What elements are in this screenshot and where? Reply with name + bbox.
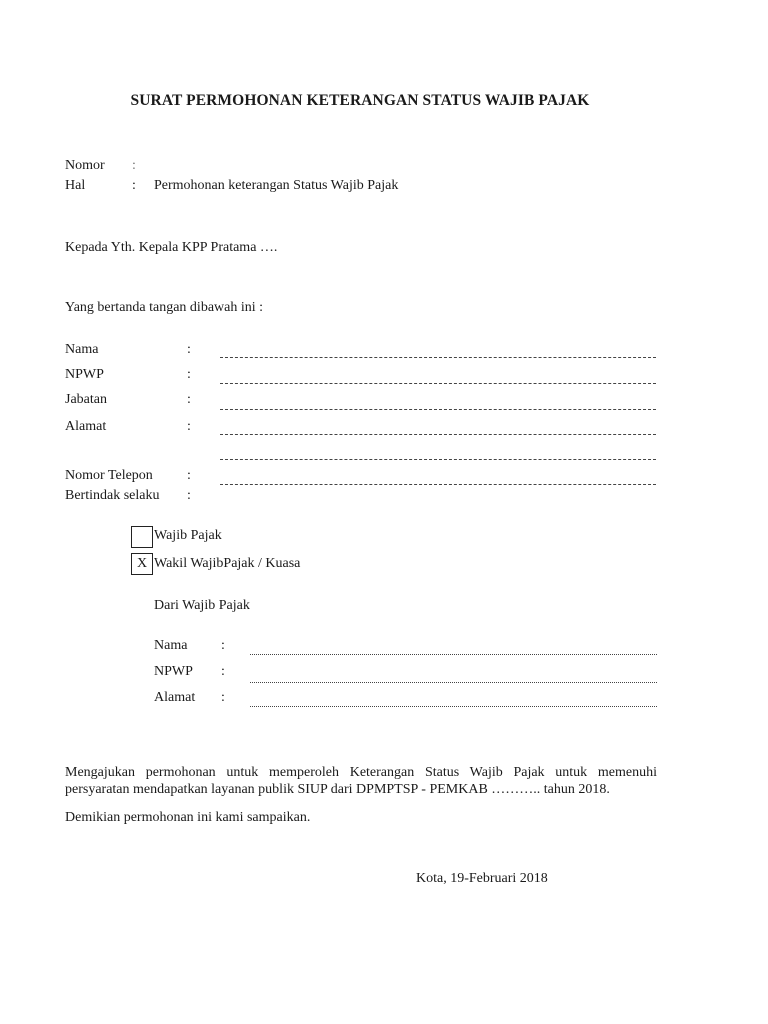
hal-colon: : — [132, 178, 136, 193]
field-line-alamat-1 — [220, 434, 656, 435]
field-line-jabatan — [220, 409, 656, 410]
dari-label-alamat: Alamat — [154, 690, 196, 705]
closing-text: Demikian permohonan ini kami sampaikan. — [65, 810, 311, 825]
nomor-label: Nomor — [65, 158, 105, 173]
nomor-colon: : — [132, 158, 136, 173]
body-line-2: persyaratan mendapatkan layanan publik SIUP dari DPMPTSP - PEMKAB ……….. tahun 2018. — [65, 782, 610, 797]
field-label-bertindak: Bertindak selaku — [65, 488, 160, 503]
field-label-alamat: Alamat — [65, 419, 107, 434]
field-colon: : — [187, 367, 191, 382]
dari-line-npwp — [250, 682, 657, 683]
dari-line-nama — [250, 654, 657, 655]
field-line-telepon — [220, 484, 656, 485]
dari-line-alamat — [250, 706, 657, 707]
field-line-nama — [220, 357, 656, 358]
dari-heading: Dari Wajib Pajak — [154, 598, 250, 613]
document-title: SURAT PERMOHONAN KETERANGAN STATUS WAJIB PAJAK — [130, 92, 590, 109]
field-label-jabatan: Jabatan — [65, 392, 107, 407]
recipient: Kepada Yth. Kepala KPP Pratama …. — [65, 240, 278, 255]
checkbox-wakil-wajib-pajak[interactable]: X — [131, 553, 153, 575]
field-colon: : — [187, 488, 191, 503]
field-colon: : — [187, 468, 191, 483]
field-colon: : — [187, 392, 191, 407]
hal-label: Hal — [65, 178, 86, 193]
option-label-wajib-pajak: Wajib Pajak — [154, 528, 222, 543]
field-label-nama: Nama — [65, 342, 99, 357]
field-colon: : — [187, 342, 191, 357]
checkbox-wajib-pajak[interactable] — [131, 526, 153, 548]
field-line-alamat-2 — [220, 459, 656, 460]
hal-value: Permohonan keterangan Status Wajib Pajak — [154, 178, 399, 193]
body-line-1: Mengajukan permohonan untuk memperoleh Keterangan Status Wajib Pajak untuk memenuhi — [65, 765, 657, 780]
place-date: Kota, 19-Februari 2018 — [416, 871, 548, 886]
dari-colon: : — [221, 690, 225, 705]
dari-label-nama: Nama — [154, 638, 188, 653]
field-label-telepon: Nomor Telepon — [65, 468, 153, 483]
field-colon: : — [187, 419, 191, 434]
dari-label-npwp: NPWP — [154, 664, 193, 679]
dari-colon: : — [221, 638, 225, 653]
dari-colon: : — [221, 664, 225, 679]
option-label-wakil-wajib-pajak: Wakil WajibPajak / Kuasa — [154, 556, 301, 571]
field-line-npwp — [220, 383, 656, 384]
field-label-npwp: NPWP — [65, 367, 104, 382]
intro-text: Yang bertanda tangan dibawah ini : — [65, 300, 264, 315]
